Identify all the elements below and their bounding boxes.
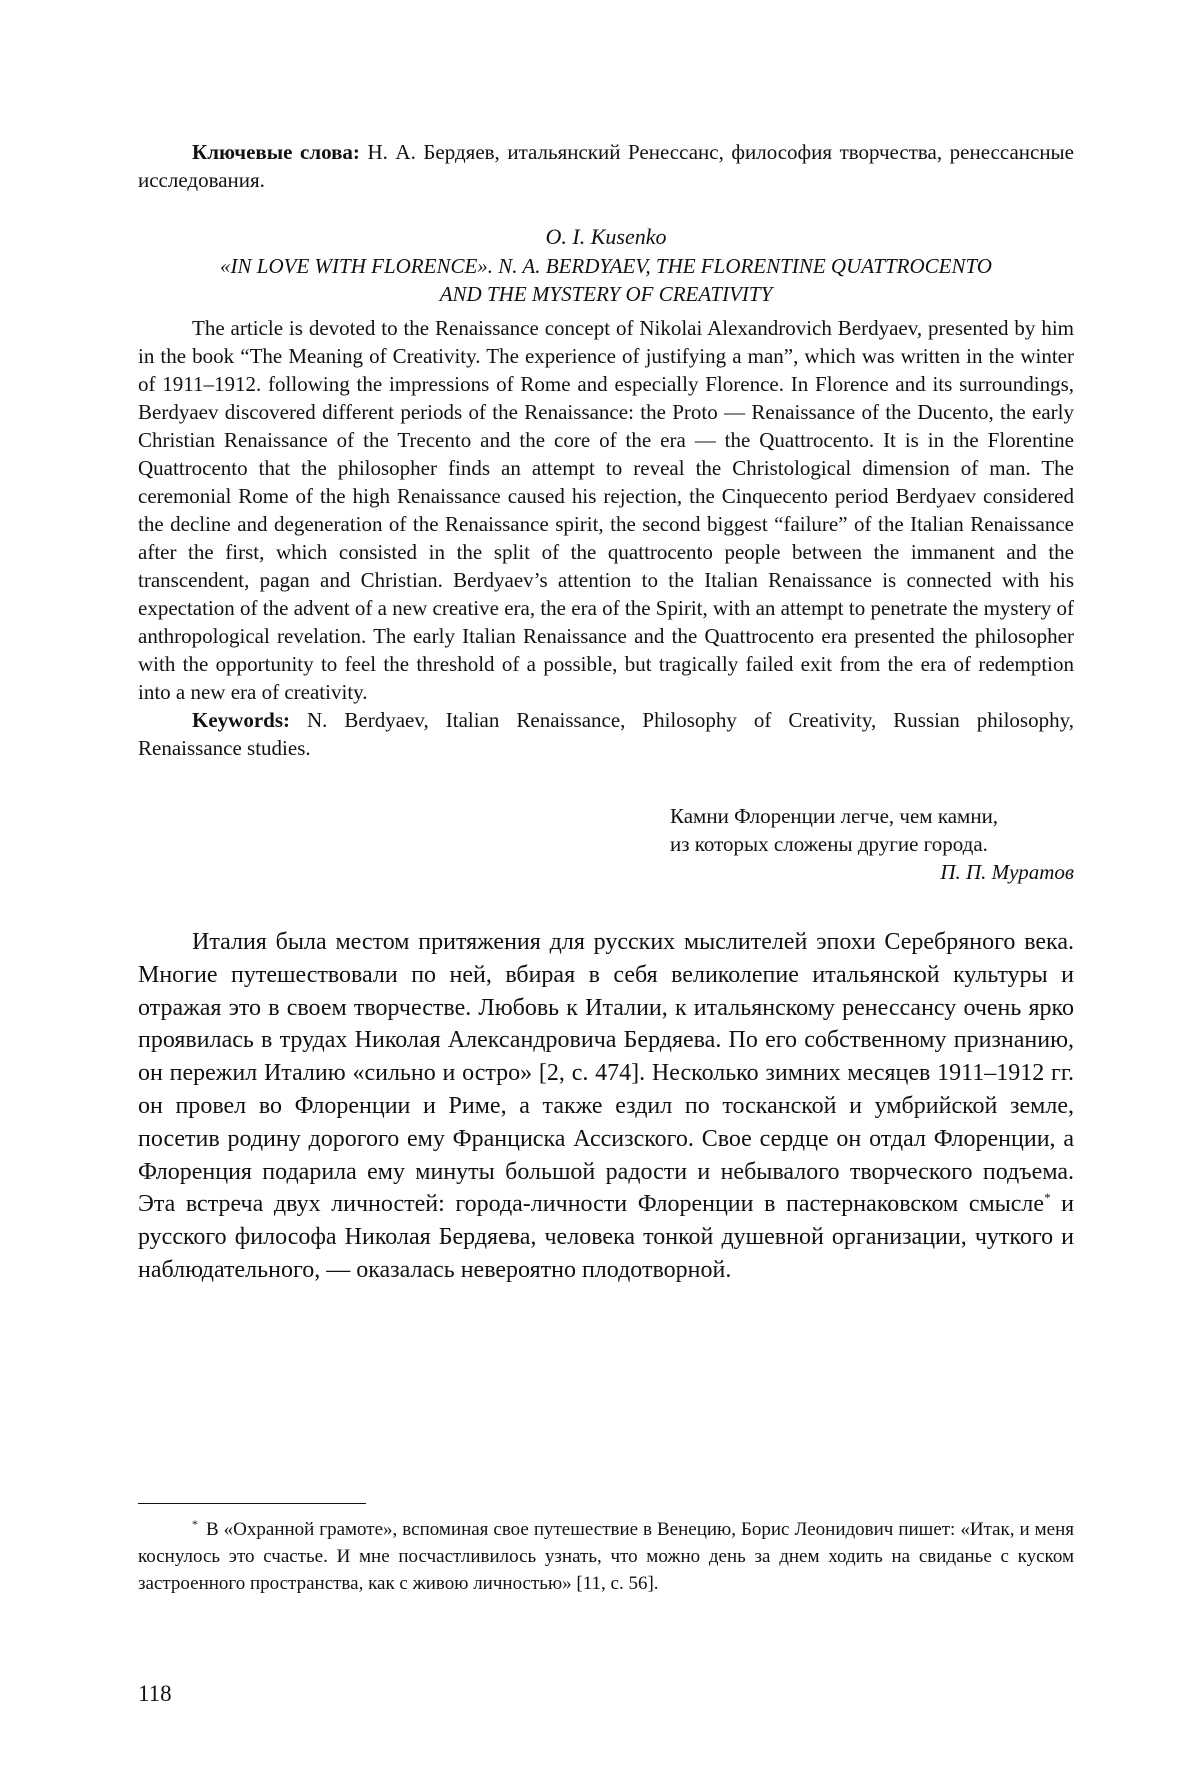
epigraph-line-2: из которых сложены другие города. bbox=[670, 832, 988, 856]
body-text-part-1: Италия была местом притяжения для русских мыслителей эпохи Серебряного века. Многие путешествовали по ней, вбирая в себя великолепие итальянской культуры и отражая это в своем творчестве. Любовь к Италии, к итальянскому ренессансу очень ярко проявилась в трудах Николая Александровича Бердяева. По его собственному признанию, он пережил Италию «сильно и остро» [2, с. 474]. Несколько зимних месяцев 1911–1912 гг. он провел во Флоренции и Риме, а также ездил по тосканской и умбрийской земле, посетив родину дорогого ему Франциска Ассизского. Свое сердце он отдал Флоренции, а Флоренция подарила ему минуты большой радости и небывалого творческого подъема. Эта встреча двух личностей: города-личности Флоренции в пастернаковском смысле bbox=[138, 929, 1074, 1218]
english-author: O. I. Kusenko bbox=[545, 224, 667, 249]
footnote-divider bbox=[138, 1503, 366, 1504]
english-keywords-text: N. Berdyaev, Italian Renaissance, Philosophy of Creativity, Russian philosophy, Renaissance studies. bbox=[138, 708, 1074, 760]
epigraph bbox=[670, 802, 1074, 886]
epigraph-author: П. П. Муратов bbox=[940, 860, 1074, 884]
body-text-part-2: и русского философа Николая Бердяева, человека тонкой душевной организации, чуткого и наблюдательного, — оказалась невероятно плодотворной. bbox=[138, 1191, 1075, 1283]
footnote-reference: * bbox=[1044, 1190, 1051, 1206]
english-keywords bbox=[138, 706, 1074, 762]
english-header bbox=[138, 222, 1074, 308]
russian-keywords bbox=[138, 138, 1074, 194]
russian-keywords-label: Ключевые слова: bbox=[192, 140, 360, 164]
footnote-mark: * bbox=[192, 1516, 198, 1531]
epigraph-line-1: Камни Флоренции легче, чем камни, bbox=[670, 804, 999, 828]
body-paragraph bbox=[138, 926, 1074, 1287]
page-content bbox=[138, 138, 1074, 1287]
footnote bbox=[138, 1516, 1074, 1597]
english-abstract: The article is devoted to the Renaissance concept of Nikolai Alexandrovich Berdyaev, presented by him in the book “The Meaning of Creativity. The experience of justifying a man”, which was written in the winter of 1911–1912. following the impressions of Rome and especially Florence. In Florence and its surroundings, Berdyaev discovered different periods of the Renaissance: the Proto — Renaissance of the Ducento, the early Christian Renaissance of the Trecento and the core of the era — the Quattrocento. It is in the Florentine Quattrocento that the philosopher finds an attempt to reveal the Christological dimension of man. The ceremonial Rome of the high Renaissance caused his rejection, the Cinquecento period Berdyaev considered the decline and degeneration of the Renaissance spirit, the second biggest “failure” of the Italian Renaissance after the first, which consisted in the split of the quattrocento people between the immanent and the transcendent, pagan and Christian. Berdyaev’s attention to the Italian Renaissance is connected with his expectation of the advent of a new creative era, the era of the Spirit, with an attempt to penetrate the mystery of anthropological revelation. The early Italian Renaissance and the Quattrocento era presented the philosopher with the opportunity to feel the threshold of a possible, but tragically failed exit from the era of redemption into a new era of creativity. bbox=[138, 316, 1074, 704]
english-title-line-1: «IN LOVE WITH FLORENCE». N. A. BERDYAEV, THE FLORENTINE QUATTROCENTO bbox=[220, 254, 992, 278]
page-number: 118 bbox=[138, 1681, 172, 1706]
russian-keywords-text: Н. А. Бердяев, итальянский Ренессанс, философия творчества, ренессансные исследования. bbox=[138, 140, 1074, 192]
english-keywords-label: Keywords: bbox=[192, 708, 290, 732]
footnote-text: В «Охранной грамоте», вспоминая свое путешествие в Венецию, Борис Леонидович пишет: «Итак, и меня коснулось это счастье. И мне посчастливилось узнать, что можно день за днем ходить на свиданье с куском застроенного пространства, как с живою личностью» [11, с. 56]. bbox=[138, 1519, 1074, 1594]
english-title-line-2: AND THE MYSTERY OF CREATIVITY bbox=[439, 282, 773, 306]
